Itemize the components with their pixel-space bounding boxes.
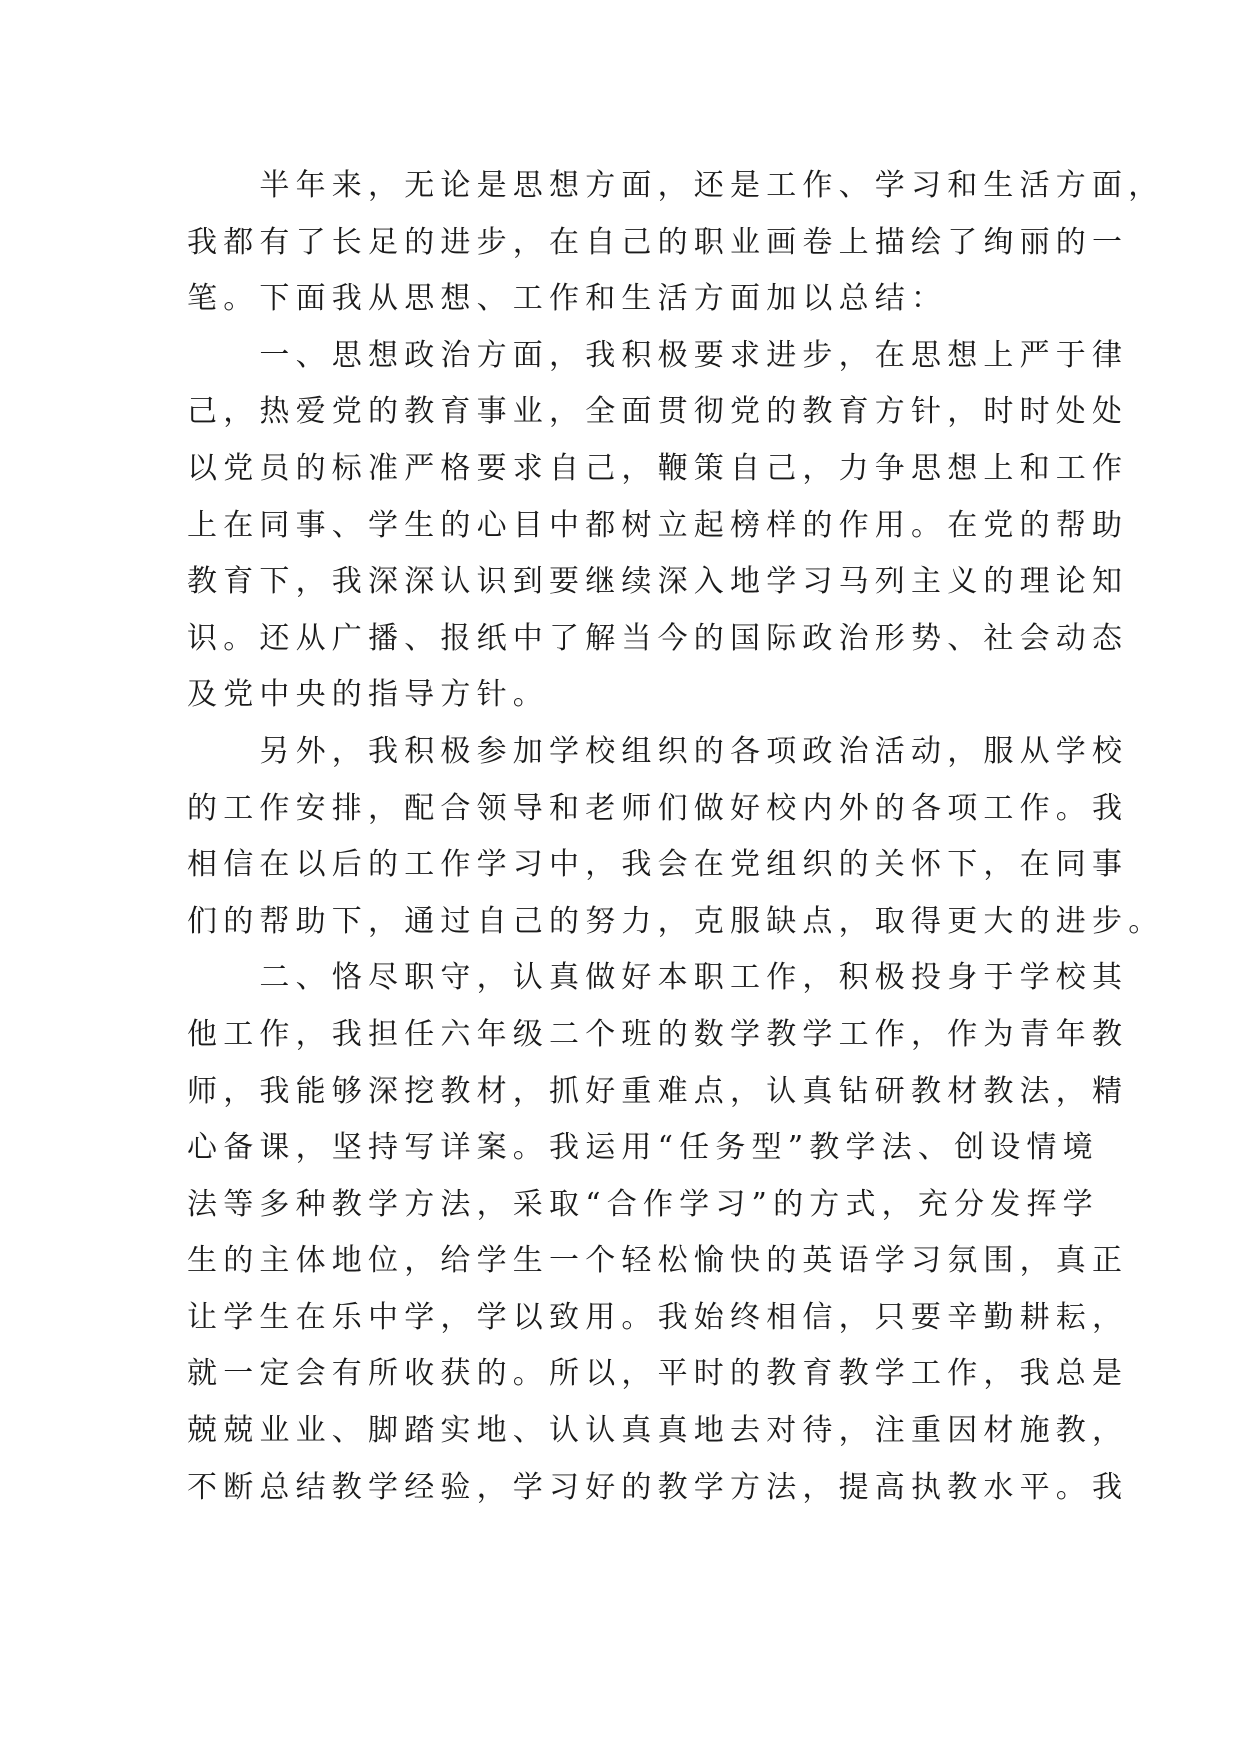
text-line-23: 兢兢业业、脚踏实地、认认真真地去对待，注重因材施教， xyxy=(187,1413,1129,1449)
text-line-1: 半年来，无论是思想方面，还是工作、学习和生活方面， xyxy=(187,168,1165,203)
text-line-11: 另外，我积极参加学校组织的各项政治活动，服从学校 xyxy=(187,733,1129,769)
text-line-19: 法等多种教学方法，采取“合作学习”的方式，充分发挥学 xyxy=(187,1186,1099,1222)
text-line-5: 己，热爱党的教育事业，全面贯彻党的教育方针，时时处处 xyxy=(187,394,1129,430)
text-line-7: 上在同事、学生的心目中都树立起榜样的作用。在党的帮助 xyxy=(187,507,1129,543)
text-line-20: 生的主体地位，给学生一个轻松愉快的英语学习氛围，真正 xyxy=(187,1243,1129,1279)
text-line-22: 就一定会有所收获的。所以，平时的教育教学工作，我总是 xyxy=(187,1356,1129,1392)
text-line-18: 心备课，坚持写详案。我运用“任务型”教学法、创设情境 xyxy=(187,1130,1099,1166)
text-line-4: 一、思想政治方面，我积极要求进步，在思想上严于律 xyxy=(187,337,1129,373)
text-line-17: 师，我能够深挖教材，抓好重难点，认真钻研教材教法，精 xyxy=(187,1073,1129,1109)
text-line-12: 的工作安排，配合领导和老师们做好校内外的各项工作。我 xyxy=(187,790,1129,826)
text-line-13: 相信在以后的工作学习中，我会在党组织的关怀下，在同事 xyxy=(187,847,1129,883)
text-line-3: 笔。下面我从思想、工作和生活方面加以总结： xyxy=(187,281,948,317)
text-line-6: 以党员的标准严格要求自己，鞭策自己，力争思想上和工作 xyxy=(187,450,1129,486)
text-line-24: 不断总结教学经验，学习好的教学方法，提高执教水平。我 xyxy=(187,1469,1129,1505)
text-line-9: 识。还从广播、报纸中了解当今的国际政治形势、社会动态 xyxy=(187,620,1129,656)
text-line-16: 他工作，我担任六年级二个班的数学教学工作，作为青年教 xyxy=(187,1016,1129,1052)
text-line-15: 二、恪尽职守，认真做好本职工作，积极投身于学校其 xyxy=(187,960,1129,996)
text-line-10: 及党中央的指导方针。 xyxy=(187,677,549,713)
text-line-2: 我都有了长足的进步，在自己的职业画卷上描绘了绚丽的一 xyxy=(187,224,1129,260)
text-line-14: 们的帮助下，通过自己的努力，克服缺点，取得更大的进步。 xyxy=(187,903,1165,939)
text-line-8: 教育下，我深深认识到要继续深入地学习马列主义的理论知 xyxy=(187,564,1129,600)
text-line-21: 让学生在乐中学，学以致用。我始终相信，只要辛勤耕耘， xyxy=(187,1299,1129,1335)
document-body xyxy=(187,158,1165,1516)
